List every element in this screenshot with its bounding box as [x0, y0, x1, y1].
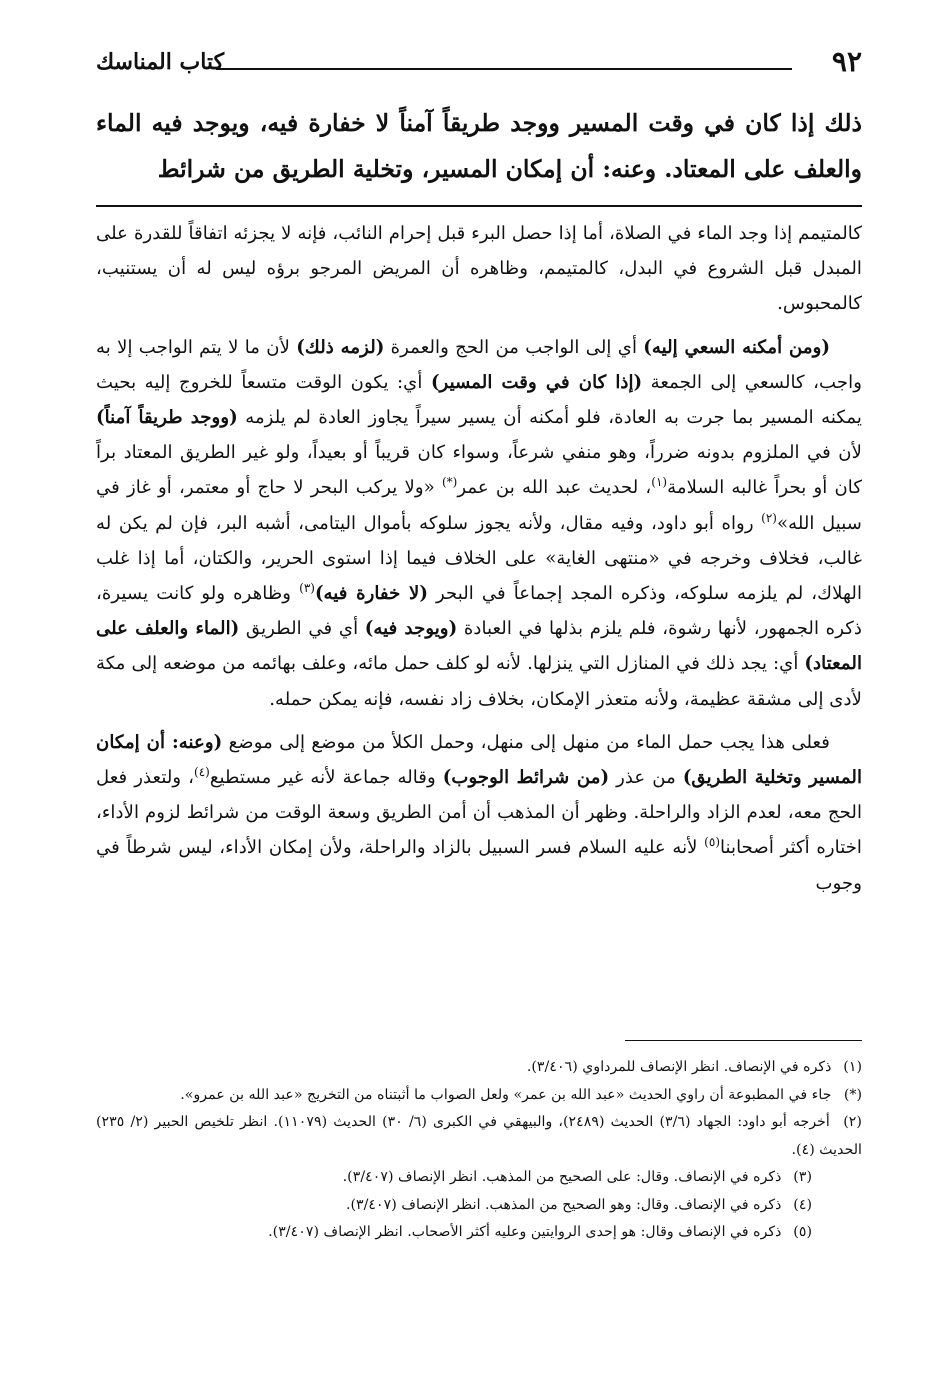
commentary	[96, 216, 862, 901]
main-text-rule	[96, 205, 862, 207]
footnote	[96, 1219, 862, 1247]
footnote-number: (*)	[843, 1086, 862, 1103]
text-run: فعلى هذا يجب حمل الماء من منهل إلى منهل، وحمل الكلأ من موضع إلى موضع	[222, 731, 830, 753]
footnote-number: (٥)	[793, 1224, 812, 1240]
running-header	[96, 44, 862, 80]
quoted-text: (ومن أمكنه السعي إليه)	[643, 336, 830, 358]
commentary-paragraph: كالمتيمم إذا وجد الماء في الصلاة، أما إذا حصل البرء قبل إحرام النائب، فإنه لا يجزئه اتفاقاً للقدرة على المبدل قبل الشروع في البدل، كالمتيمم، وظاهره أن المريض المرجو برؤه ليس له أن يستنيب، كالمحبوس.	[96, 223, 862, 315]
commentary-paragraph	[96, 725, 862, 901]
text-run: ، لحديث عبد الله بن عمر	[457, 477, 652, 499]
commentary-paragraph	[96, 330, 862, 717]
text-run: لأنه عليه السلام فسر السبيل بالزاد والراحلة، ولأن إمكان الأداء، ليس شرطاً في وجوب	[96, 837, 862, 894]
text-run: ، ولتعذر فعل الحج معه، لعدم الزاد والراحلة. وظهر أن المذهب أن أمن الطريق وسعة الوقت من شرائط لزوم الأداء، اختاره أكثر أصحابنا	[96, 767, 862, 859]
text-run: وقاله جماعة لأنه غير مستطيع	[209, 767, 443, 789]
footnote-text: ذكره في الإنصاف. وقال: وهو الصحيح من المذهب. انظر الإنصاف (٣/٤٠٧).	[345, 1196, 782, 1213]
main-text: ذلك إذا كان في وقت المسير ووجد طريقاً آمناً لا خفارة فيه، ويوجد فيه الماء والعلف على المعتاد. وعنه: أن إمكان المسير، وتخلية الطريق من شرائط	[96, 109, 862, 183]
footnote	[96, 1109, 862, 1164]
text-run: لأن في الملزوم بدونه ضرراً، وهو منفي شرعاً، وسواء كان قريباً أو بعيداً، ولو غير الطريق المعتاد براً كان أو بحراً غالبه السلامة	[96, 442, 862, 499]
footnote	[96, 1054, 862, 1082]
footnote-ref: (٢)	[761, 510, 777, 525]
footnote	[96, 1082, 862, 1110]
footnote-number: (٣)	[793, 1169, 812, 1185]
footnote-number: (١)	[843, 1059, 862, 1075]
footnote-number: (٢)	[843, 1114, 862, 1130]
text-run: أي إلى الواجب من الحج والعمرة	[384, 336, 644, 358]
footnote-text: جاء في المطبوعة أن راوي الحديث «عبد الله بن عمر» ولعل الصواب ما أثبتناه من التخريج «عبد الله بن عمرو».	[180, 1086, 832, 1103]
text-run: «ولا يركب البحر لا حاج أو معتمر، أو غاز في سبيل الله»	[96, 477, 862, 534]
quoted-text: (ووجد طريقاً آمناً)	[96, 407, 238, 429]
footnote-ref: (٥)	[704, 835, 720, 850]
footnote-number: (٤)	[793, 1196, 812, 1213]
quoted-text: (لا خفارة فيه)	[314, 583, 428, 605]
page-number: ٩٢	[831, 45, 862, 78]
footnote-ref: (٤)	[194, 764, 210, 779]
text-run: أي: يكون الوقت متسعاً للخروج إليه بحيث يمكنه المسير بما جرت به العادة، فلو أمكنه أن يسير سيراً يجاوز العادة لم يلزمه	[96, 371, 862, 429]
quoted-text: (إذا كان في وقت المسير)	[430, 371, 643, 393]
text-run: لأن ما لا يتم الواجب إلا به واجب، كالسعي إلى الجمعة	[96, 336, 862, 393]
footnote-text: ذكره في الإنصاف وقال: هو إحدى الروايتين وعليه أكثر الأصحاب. انظر الإنصاف (٣/٤٠٧).	[268, 1224, 782, 1240]
quoted-text: (وعنه: أن إمكان المسير وتخلية الطريق)	[96, 731, 862, 789]
text-run: أي في الطريق	[239, 618, 365, 640]
footnote-ref: (*)	[441, 475, 458, 490]
text-run: أي: يجد ذلك في المنازل التي ينزلها. لأنه لو كلف حمل مائه، وعلف بهائمه من موضعه إلى مكة لأدى إلى مشقة عظيمة، ولأنه متعذر الإمكان، بخلاف زاد نفسه، فإنه يمكن حمله.	[96, 653, 862, 710]
footnote-ref: (١)	[651, 475, 668, 490]
quoted-text: (من شرائط الوجوب)	[442, 767, 610, 789]
footnote-text: ذكره في الإنصاف. انظر الإنصاف للمرداوي (٣/٤٠٦).	[526, 1059, 832, 1075]
footnote-rule	[625, 1040, 862, 1041]
text-run: وظاهره ولو كانت يسيرة، ذكره الجمهور، لأنها رشوة، فلم يلزم بذلها في العبادة	[96, 583, 862, 640]
quoted-text: (لزمه ذلك)	[296, 336, 385, 358]
quoted-text: (الماء والعلف على المعتاد)	[96, 618, 862, 675]
footnote	[96, 1164, 862, 1192]
quoted-text: (ويوجد فيه)	[364, 618, 458, 640]
text-run: من عذر	[609, 767, 683, 789]
book-title: كتاب المناسك	[96, 49, 225, 75]
footnotes	[96, 1054, 862, 1247]
text-run: رواه أبو داود، وفيه مقال، ولأنه يجوز سلوكه بأموال اليتامى، أشبه البر، فإن لم يكن له غالب، فخلاف وخرجه في «منتهى الغاية» على الخلاف فيما إذا استوى الحرير، والكتان، أما إذا غلب الهلاك، لم يلزمه سلوكه، وذكره المجد إجماعاً في البحر	[96, 512, 862, 605]
header-rule	[216, 68, 792, 70]
footnote-text: أخرجه أبو داود: الجهاد (٣/٦) الحديث (٢٤٨٩)، والبيهقي في الكبرى (٦/ ٣٠) الحديث (١١٠٧٩). انظر تلخيص الحبير (٢/ ٢٣٥) الحديث (٤).	[96, 1114, 862, 1158]
footnote-text: ذكره في الإنصاف. وقال: على الصحيح من المذهب. انظر الإنصاف (٣/٤٠٧).	[342, 1169, 782, 1185]
footnote-ref: (٣)	[299, 580, 315, 595]
footnote	[96, 1192, 862, 1220]
